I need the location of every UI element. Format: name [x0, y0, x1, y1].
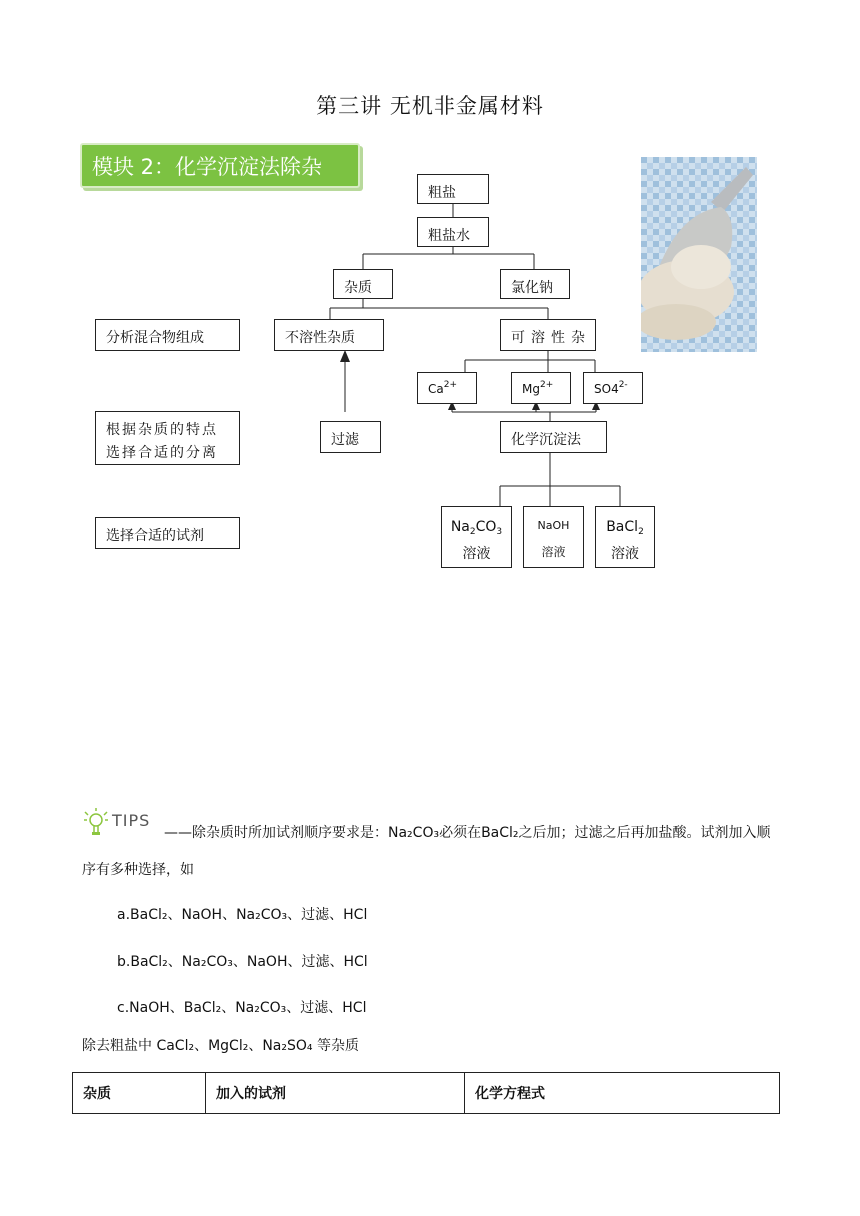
node-impurity-label: 杂质	[344, 280, 372, 296]
ion-so4-base: SO4	[594, 382, 619, 396]
table-header-reagent: 加入的试剂	[206, 1073, 465, 1114]
step-reagent	[95, 517, 240, 549]
node-salt-water-label: 粗盐水	[428, 228, 470, 244]
node-nacl	[500, 269, 570, 299]
step-reagent-label: 选择合适的试剂	[106, 528, 204, 544]
node-crude-salt-label: 粗盐	[428, 185, 456, 201]
table-header-impurity: 杂质	[73, 1073, 206, 1114]
step-analyze	[95, 319, 240, 351]
node-salt-water	[417, 217, 489, 247]
table-header-row	[73, 1073, 780, 1114]
reagent-na2co3	[441, 506, 512, 568]
tips-text	[164, 823, 771, 843]
ion-ca-formula	[428, 380, 457, 396]
tips-label: TIPS	[112, 811, 151, 830]
node-filter	[320, 421, 381, 453]
node-precipitation	[500, 421, 607, 453]
node-ion-ca	[417, 372, 477, 404]
tips-text-part1: ——除杂质时所加试剂顺序要求是：	[164, 825, 388, 841]
node-insoluble	[274, 319, 384, 351]
ion-mg-base: Mg	[522, 382, 540, 396]
tips-bacl2: BaCl₂	[481, 825, 519, 841]
salt-scoop-photo	[641, 157, 757, 352]
reagent-naoh-solution: 溶液	[541, 545, 566, 559]
node-soluble	[500, 319, 596, 351]
reagent-naoh-formula: NaOH	[537, 519, 570, 532]
reagent-na2co3-solution: 溶液	[462, 546, 491, 562]
impurity-table	[72, 1072, 780, 1114]
reagent-naoh	[523, 506, 584, 568]
tips-text-part2: 必须在	[439, 825, 482, 841]
node-filter-label: 过滤	[331, 432, 359, 448]
ion-mg-charge: 2+	[539, 380, 554, 390]
module-title: 模块 2：化学沉淀法除杂	[92, 155, 323, 179]
node-soluble-label: 可溶性杂	[511, 330, 591, 346]
ion-so4-formula	[594, 380, 628, 396]
tips-text-line2: 序有多种选择，如	[82, 862, 194, 878]
node-nacl-label: 氯化钠	[511, 280, 553, 296]
option-c: c.NaOH、BaCl₂、Na₂CO₃、过滤、HCl	[117, 1000, 367, 1016]
reagent-na2co3-formula: $Na_2CO_3$	[450, 519, 503, 537]
step-analyze-label: 分析混合物组成	[106, 330, 204, 346]
module-banner	[80, 143, 360, 188]
ion-ca-base: Ca	[428, 382, 444, 396]
page-title: 第三讲 无机非金属材料	[316, 94, 544, 118]
table-header-equation: 化学方程式	[465, 1073, 780, 1114]
tips-text-part3: 之后加；过滤之后再加盐酸。试剂加入顺	[518, 825, 771, 841]
ion-ca-charge: 2+	[443, 380, 458, 390]
node-ion-so4	[583, 372, 643, 404]
impurity-note: 除去粗盐中 CaCl₂、MgCl₂、Na₂SO₄ 等杂质	[82, 1038, 359, 1054]
option-b: b.BaCl₂、Na₂CO₃、NaOH、过滤、HCl	[117, 954, 368, 970]
step-method	[95, 411, 240, 465]
tips-na2co3: Na₂CO₃	[388, 825, 440, 841]
node-insoluble-label: 不溶性杂质	[285, 330, 355, 346]
node-impurity	[333, 269, 393, 299]
reagent-bacl2-solution: 溶液	[611, 546, 639, 562]
reagent-bacl2-formula: BaCl$_2$	[606, 519, 644, 537]
node-ion-mg	[511, 372, 571, 404]
option-a: a.BaCl₂、NaOH、Na₂CO₃、过滤、HCl	[117, 907, 368, 923]
ion-so4-charge: 2-	[618, 380, 628, 390]
ion-mg-formula	[522, 380, 553, 396]
node-crude-salt	[417, 174, 489, 204]
reagent-bacl2	[595, 506, 655, 568]
step-method-label: 根据杂质的特点选择合适的分离	[106, 422, 218, 461]
node-precipitation-label: 化学沉淀法	[511, 432, 581, 448]
